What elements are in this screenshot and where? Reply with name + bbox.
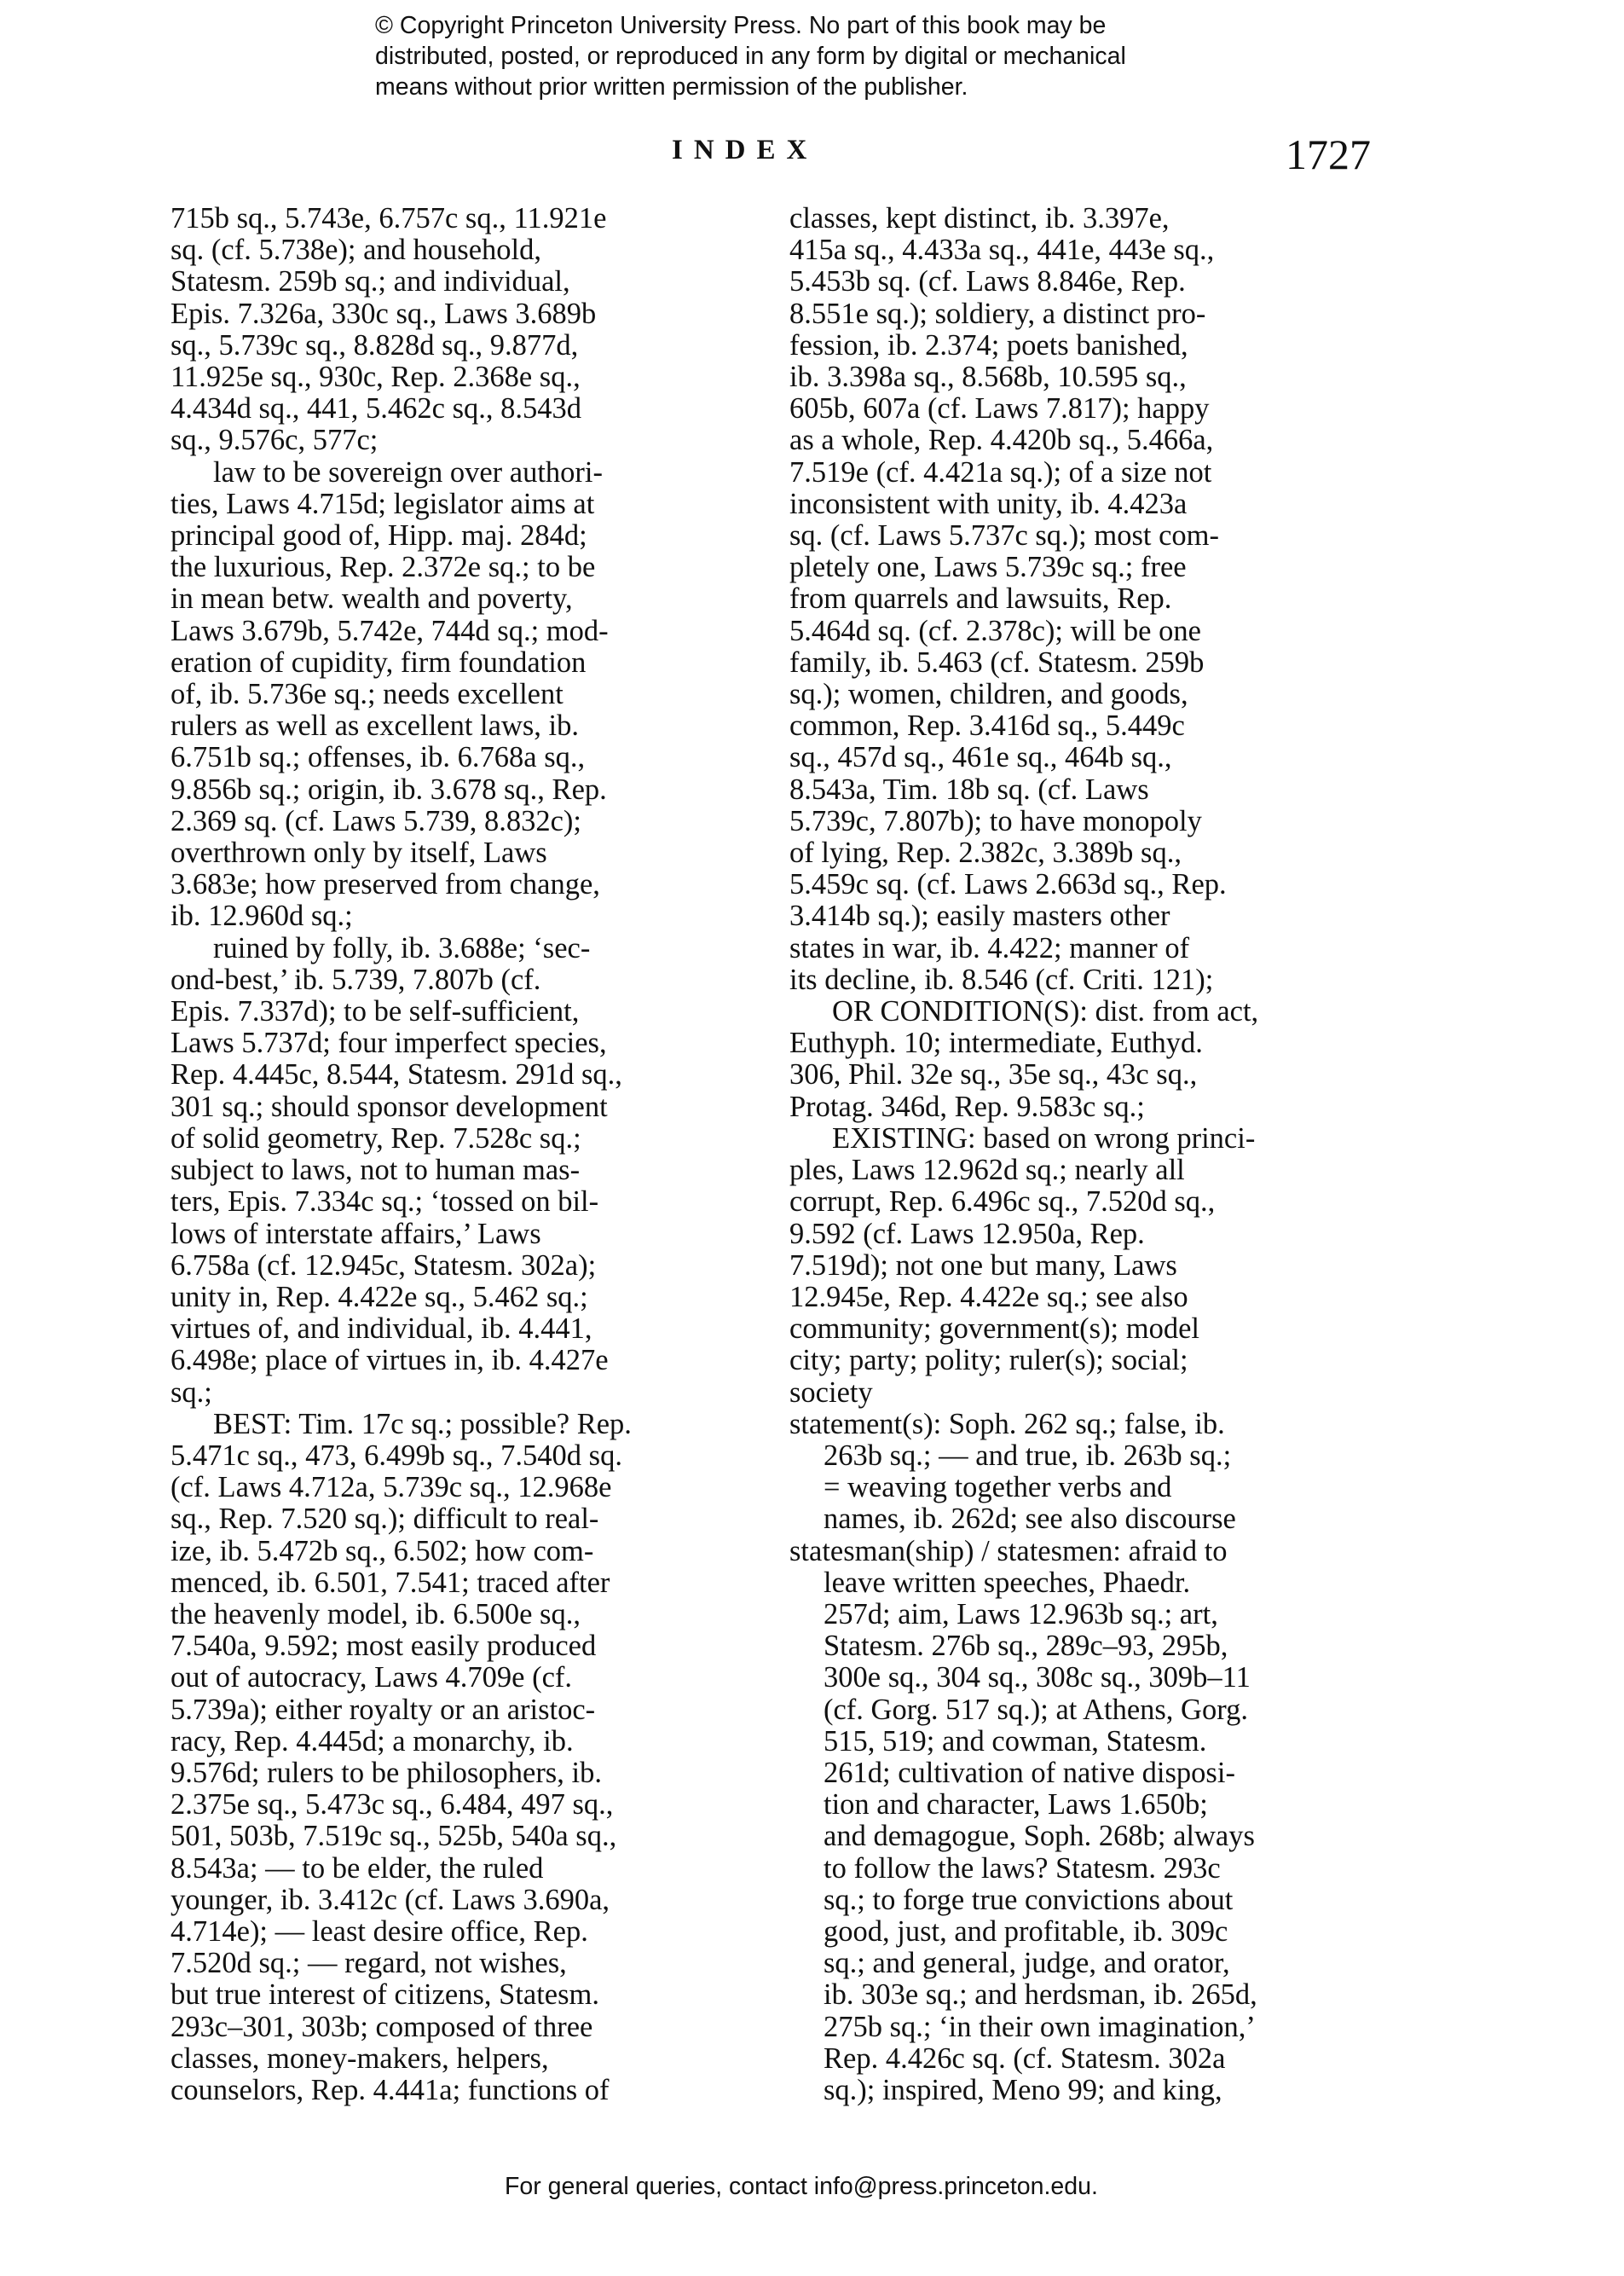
index-line: ters, Epis. 7.334c sq.; ‘tossed on bil-: [170, 1185, 599, 1219]
index-line: 7.519e (cf. 4.421a sq.); of a size not: [789, 455, 1212, 489]
index-line: sq., 5.739c sq., 8.828d sq., 9.877d,: [170, 328, 579, 362]
index-line: 4.434d sq., 441, 5.462c sq., 8.543d: [170, 392, 582, 426]
index-line: classes, money-makers, helpers,: [170, 2041, 549, 2075]
index-line: 9.592 (cf. Laws 12.950a, Rep.: [789, 1217, 1145, 1250]
index-paragraph: [789, 1409, 1381, 1536]
index-line: corrupt, Rep. 6.496c sq., 7.520d sq.,: [789, 1185, 1216, 1219]
index-line: 5.459c sq. (cf. Laws 2.663d sq., Rep.: [789, 868, 1227, 901]
index-line: 2.369 sq. (cf. Laws 5.739, 8.832c);: [170, 804, 581, 837]
index-paragraph: [789, 1123, 1381, 1409]
index-line: sq.; and general, judge, and orator,: [824, 1947, 1230, 1980]
index-line: subject to laws, not to human mas-: [170, 1154, 581, 1187]
index-line: 3.414b sq.); easily masters other: [789, 900, 1170, 933]
index-line: 300e sq., 304 sq., 308c sq., 309b–11: [824, 1661, 1251, 1694]
index-line: ples, Laws 12.962d sq.; nearly all: [789, 1154, 1185, 1187]
index-paragraph: [170, 203, 742, 457]
index-line: 306, Phil. 32e sq., 35e sq., 43c sq.,: [789, 1058, 1198, 1092]
index-line: 515, 519; and cowman, Statesm.: [824, 1724, 1207, 1758]
index-line: sq.); inspired, Meno 99; and king,: [824, 2073, 1222, 2106]
index-line: but true interest of citizens, Statesm.: [170, 1978, 599, 2012]
index-line: family, ib. 5.463 (cf. Statesm. 259b: [789, 646, 1205, 679]
index-line: 415a sq., 4.433a sq., 441e, 443e sq.,: [789, 234, 1215, 267]
index-line: sq., 457d sq., 461e sq., 464b sq.,: [789, 741, 1172, 774]
index-line: fession, ib. 2.374; poets banished,: [789, 328, 1188, 362]
index-line: 8.551e sq.); soldiery, a distinct pro-: [789, 297, 1206, 330]
copyright-line: © Copyright Princeton University Press. No part of this book may be: [375, 12, 1107, 39]
index-line: 7.540a, 9.592; most easily produced: [170, 1630, 597, 1663]
index-line: its decline, ib. 8.546 (cf. Criti. 121);: [789, 963, 1214, 996]
index-line: 5.464d sq. (cf. 2.378c); will be one: [789, 614, 1201, 647]
index-line: 12.945e, Rep. 4.422e sq.; see also: [789, 1280, 1188, 1313]
index-line: Euthyph. 10; intermediate, Euthyd.: [789, 1027, 1203, 1060]
copyright-line: distributed, posted, or reproduced in any form by digital or mechanical: [375, 43, 1126, 70]
index-line: sq.); women, children, and goods,: [789, 678, 1188, 711]
index-line: 261d; cultivation of native disposi-: [824, 1756, 1235, 1789]
index-line: from quarrels and lawsuits, Rep.: [789, 582, 1172, 616]
index-line: 9.576d; rulers to be philosophers, ib.: [170, 1756, 602, 1789]
running-head: INDEX: [672, 135, 818, 165]
index-line: 257d; aim, Laws 12.963b sq.; art,: [824, 1597, 1218, 1630]
index-line: 7.519d); not one but many, Laws: [789, 1248, 1177, 1282]
index-line: tion and character, Laws 1.650b;: [824, 1788, 1208, 1821]
index-line: overthrown only by itself, Laws: [170, 837, 547, 870]
index-line: of solid geometry, Rep. 7.528c sq.;: [170, 1121, 581, 1155]
index-line: OR CONDITION(S): dist. from act,: [832, 995, 1259, 1028]
index-line: 4.714e); — least desire office, Rep.: [170, 1914, 588, 1948]
index-line: 605b, 607a (cf. Laws 7.817); happy: [789, 392, 1210, 426]
index-line: statement(s): Soph. 262 sq.; false, ib.: [789, 1407, 1225, 1440]
index-line: sq. (cf. Laws 5.737c sq.); most com-: [789, 519, 1219, 553]
index-line: common, Rep. 3.416d sq., 5.449c: [789, 709, 1185, 743]
index-line: counselors, Rep. 4.441a; functions of: [170, 2073, 610, 2106]
index-line: sq., 9.576c, 577c;: [170, 424, 379, 457]
index-line: and demagogue, Soph. 268b; always: [824, 1820, 1255, 1853]
index-line: to follow the laws? Statesm. 293c: [824, 1851, 1221, 1885]
index-line: 5.471c sq., 473, 6.499b sq., 7.540d sq.: [170, 1439, 622, 1472]
index-line: community; government(s); model: [789, 1312, 1199, 1346]
index-line: society: [789, 1375, 873, 1409]
index-line: 5.739c, 7.807b); to have monopoly: [789, 804, 1202, 837]
index-line: 9.856b sq.; origin, ib. 3.678 sq., Rep.: [170, 773, 607, 806]
index-line: 8.543a, Tim. 18b sq. (cf. Laws: [789, 773, 1149, 806]
index-line: BEST: Tim. 17c sq.; possible? Rep.: [213, 1407, 632, 1440]
index-line: names, ib. 262d; see also discourse: [824, 1503, 1236, 1536]
index-line: 715b sq., 5.743e, 6.757c sq., 11.921e: [170, 202, 607, 235]
index-line: (cf. Laws 4.712a, 5.739c sq., 12.968e: [170, 1471, 612, 1504]
index-line: 2.375e sq., 5.473c sq., 6.484, 497 sq.,: [170, 1788, 614, 1821]
index-line: 275b sq.; ‘in their own imagination,’: [824, 2010, 1256, 2043]
index-paragraph: [170, 457, 742, 933]
index-line: racy, Rep. 4.445d; a monarchy, ib.: [170, 1724, 574, 1758]
right-column: [789, 203, 1381, 2106]
index-line: 301 sq.; should sponsor development: [170, 1090, 608, 1123]
index-line: classes, kept distinct, ib. 3.397e,: [789, 202, 1170, 235]
index-line: the heavenly model, ib. 6.500e sq.,: [170, 1597, 581, 1630]
index-line: ib. 12.960d sq.;: [170, 900, 353, 933]
index-line: Epis. 7.337d); to be self-sufficient,: [170, 995, 580, 1028]
index-line: 6.758a (cf. 12.945c, Statesm. 302a);: [170, 1248, 597, 1282]
index-line: sq.;: [170, 1375, 212, 1409]
index-line: 3.683e; how preserved from change,: [170, 868, 600, 901]
left-column: [170, 203, 742, 2106]
index-paragraph: [170, 1409, 742, 2106]
footer-contact: For general queries, contact info@press.princeton.edu.: [505, 2173, 1098, 2200]
index-line: city; party; polity; ruler(s); social;: [789, 1344, 1188, 1377]
index-line: of lying, Rep. 2.382c, 3.389b sq.,: [789, 837, 1182, 870]
index-line: 501, 503b, 7.519c sq., 525b, 540a sq.,: [170, 1820, 617, 1853]
index-paragraph: [170, 933, 742, 1409]
index-line: younger, ib. 3.412c (cf. Laws 3.690a,: [170, 1883, 610, 1916]
index-paragraph: [789, 203, 1381, 996]
index-line: 7.520d sq.; — regard, not wishes,: [170, 1947, 567, 1980]
index-line: Laws 3.679b, 5.742e, 744d sq.; mod-: [170, 614, 609, 647]
index-line: (cf. Gorg. 517 sq.); at Athens, Gorg.: [824, 1693, 1248, 1726]
index-line: sq. (cf. 5.738e); and household,: [170, 234, 541, 267]
index-line: ruined by folly, ib. 3.688e; ‘sec-: [213, 931, 591, 964]
index-line: ize, ib. 5.472b sq., 6.502; how com-: [170, 1534, 594, 1567]
index-line: good, just, and profitable, ib. 309c: [824, 1914, 1228, 1948]
index-line: the luxurious, Rep. 2.372e sq.; to be: [170, 551, 596, 584]
index-line: ib. 303e sq.; and herdsman, ib. 265d,: [824, 1978, 1257, 2012]
index-line: principal good of, Hipp. maj. 284d;: [170, 519, 587, 553]
index-line: 263b sq.; — and true, ib. 263b sq.;: [824, 1439, 1232, 1472]
index-line: of, ib. 5.736e sq.; needs excellent: [170, 678, 563, 711]
index-line: 6.751b sq.; offenses, ib. 6.768a sq.,: [170, 741, 586, 774]
index-line: ties, Laws 4.715d; legislator aims at: [170, 487, 595, 520]
index-line: ib. 3.398a sq., 8.568b, 10.595 sq.,: [789, 361, 1187, 394]
index-line: virtues of, and individual, ib. 4.441,: [170, 1312, 592, 1346]
copyright-notice: [375, 10, 1228, 102]
index-line: = weaving together verbs and: [824, 1471, 1172, 1504]
index-paragraph: [789, 1536, 1381, 2107]
index-line: 5.453b sq. (cf. Laws 8.846e, Rep.: [789, 265, 1186, 298]
index-line: menced, ib. 6.501, 7.541; traced after: [170, 1566, 610, 1599]
index-line: out of autocracy, Laws 4.709e (cf.: [170, 1661, 572, 1694]
index-line: leave written speeches, Phaedr.: [824, 1566, 1191, 1599]
page-number: 1727: [1286, 130, 1371, 178]
index-line: sq.; to forge true convictions about: [824, 1883, 1234, 1916]
index-line: 293c–301, 303b; composed of three: [170, 2010, 593, 2043]
index-line: unity in, Rep. 4.422e sq., 5.462 sq.;: [170, 1280, 588, 1313]
index-line: pletely one, Laws 5.739c sq.; free: [789, 551, 1187, 584]
index-line: eration of cupidity, firm foundation: [170, 646, 587, 679]
index-line: statesman(ship) / statesmen: afraid to: [789, 1534, 1228, 1567]
index-line: 6.498e; place of virtues in, ib. 4.427e: [170, 1344, 609, 1377]
index-line: 5.739a); either royalty or an aristoc-: [170, 1693, 596, 1726]
index-line: as a whole, Rep. 4.420b sq., 5.466a,: [789, 424, 1214, 457]
index-line: Protag. 346d, Rep. 9.583c sq.;: [789, 1090, 1145, 1123]
index-line: in mean betw. wealth and poverty,: [170, 582, 573, 616]
index-line: Laws 5.737d; four imperfect species,: [170, 1027, 607, 1060]
index-line: Statesm. 259b sq.; and individual,: [170, 265, 570, 298]
index-line: Rep. 4.426c sq. (cf. Statesm. 302a: [824, 2041, 1226, 2075]
index-paragraph: [789, 996, 1381, 1123]
index-line: ond-best,’ ib. 5.739, 7.807b (cf.: [170, 963, 541, 996]
index-line: lows of interstate affairs,’ Laws: [170, 1217, 541, 1250]
index-line: Statesm. 276b sq., 289c–93, 295b,: [824, 1630, 1228, 1663]
index-line: Epis. 7.326a, 330c sq., Laws 3.689b: [170, 297, 597, 330]
index-line: EXISTING: based on wrong princi-: [832, 1121, 1256, 1155]
index-line: 8.543a; — to be elder, the ruled: [170, 1851, 544, 1885]
index-line: inconsistent with unity, ib. 4.423a: [789, 487, 1188, 520]
index-line: 11.925e sq., 930c, Rep. 2.368e sq.,: [170, 361, 581, 394]
index-line: law to be sovereign over authori-: [213, 455, 603, 489]
index-line: sq., Rep. 7.520 sq.); difficult to real-: [170, 1503, 599, 1536]
index-line: rulers as well as excellent laws, ib.: [170, 709, 580, 743]
index-line: states in war, ib. 4.422; manner of: [789, 931, 1190, 964]
copyright-line: means without prior written permission of the publisher.: [375, 73, 968, 101]
index-line: Rep. 4.445c, 8.544, Statesm. 291d sq.,: [170, 1058, 622, 1092]
